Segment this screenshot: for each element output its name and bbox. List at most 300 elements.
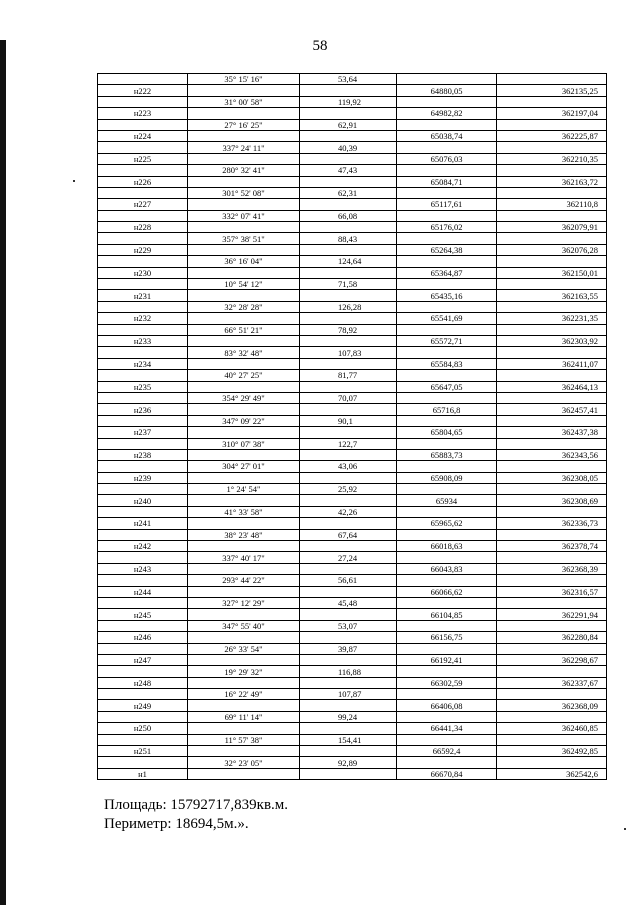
length-cell: 124,64 — [300, 256, 397, 267]
angle-cell — [188, 358, 300, 369]
angle-cell: 301° 52' 08" — [188, 187, 300, 198]
point-cell — [98, 666, 188, 677]
x-coordinate-cell: 66043,83 — [397, 563, 497, 574]
x-coordinate-cell — [397, 506, 497, 517]
length-cell: 99,24 — [300, 711, 397, 722]
x-coordinate-cell: 65965,62 — [397, 518, 497, 529]
angle-cell: 38° 23' 48" — [188, 529, 300, 540]
angle-cell — [188, 723, 300, 734]
table-row — [98, 165, 607, 176]
y-coordinate-cell — [497, 392, 607, 403]
length-cell: 119,92 — [300, 96, 397, 107]
length-cell — [300, 335, 397, 346]
y-coordinate-cell — [497, 279, 607, 290]
angle-cell — [188, 427, 300, 438]
x-coordinate-cell: 66406,08 — [397, 700, 497, 711]
length-cell — [300, 746, 397, 757]
x-coordinate-cell: 65176,02 — [397, 222, 497, 233]
y-coordinate-cell: 362411,07 — [497, 358, 607, 369]
angle-cell — [188, 518, 300, 529]
x-coordinate-cell — [397, 575, 497, 586]
angle-cell: 354° 29' 49" — [188, 392, 300, 403]
area-text: Площадь: 15792717,839кв.м. — [104, 797, 289, 813]
x-coordinate-cell — [397, 119, 497, 130]
angle-cell: 304° 27' 01" — [188, 461, 300, 472]
length-cell — [300, 632, 397, 643]
length-cell — [300, 472, 397, 483]
x-coordinate-cell: 66592,4 — [397, 746, 497, 757]
table-row — [98, 495, 607, 506]
length-cell — [300, 700, 397, 711]
x-coordinate-cell — [397, 734, 497, 745]
length-cell: 40,39 — [300, 142, 397, 153]
table-row — [98, 301, 607, 312]
y-coordinate-cell: 362542,6 — [497, 768, 607, 779]
y-coordinate-cell — [497, 438, 607, 449]
length-cell — [300, 199, 397, 210]
length-cell — [300, 313, 397, 324]
x-coordinate-cell: 65364,87 — [397, 267, 497, 278]
angle-cell — [188, 290, 300, 301]
y-coordinate-cell — [497, 461, 607, 472]
table-row — [98, 586, 607, 597]
x-coordinate-cell: 66018,63 — [397, 541, 497, 552]
table-row — [98, 654, 607, 665]
point-cell: н228 — [98, 222, 188, 233]
x-coordinate-cell — [397, 643, 497, 654]
angle-cell — [188, 244, 300, 255]
length-cell: 62,91 — [300, 119, 397, 130]
length-cell: 122,7 — [300, 438, 397, 449]
x-coordinate-cell: 66104,85 — [397, 609, 497, 620]
table-row — [98, 176, 607, 187]
y-coordinate-cell — [497, 643, 607, 654]
x-coordinate-cell — [397, 711, 497, 722]
angle-cell: 31° 00' 58" — [188, 96, 300, 107]
y-coordinate-cell — [497, 711, 607, 722]
x-coordinate-cell: 65435,16 — [397, 290, 497, 301]
angle-cell: 347° 09' 22" — [188, 415, 300, 426]
length-cell: 45,48 — [300, 597, 397, 608]
y-coordinate-cell: 362291,94 — [497, 609, 607, 620]
point-cell: н241 — [98, 518, 188, 529]
angle-cell — [188, 199, 300, 210]
length-cell: 53,64 — [300, 74, 397, 85]
table-row — [98, 484, 607, 495]
length-cell — [300, 723, 397, 734]
table-row — [98, 358, 607, 369]
point-cell — [98, 506, 188, 517]
x-coordinate-cell — [397, 666, 497, 677]
x-coordinate-cell — [397, 187, 497, 198]
x-coordinate-cell — [397, 142, 497, 153]
angle-cell — [188, 335, 300, 346]
point-cell — [98, 119, 188, 130]
point-cell — [98, 233, 188, 244]
angle-cell: 27° 16' 25" — [188, 119, 300, 130]
x-coordinate-cell: 65076,03 — [397, 153, 497, 164]
point-cell: н224 — [98, 130, 188, 141]
x-coordinate-cell: 64880,05 — [397, 85, 497, 96]
y-coordinate-cell — [497, 575, 607, 586]
angle-cell — [188, 768, 300, 779]
perimeter-text: Периметр: 18694,5м.». — [104, 816, 249, 832]
point-cell: н247 — [98, 654, 188, 665]
angle-cell: 16° 22' 49" — [188, 689, 300, 700]
length-cell: 116,88 — [300, 666, 397, 677]
table-row — [98, 290, 607, 301]
length-cell — [300, 358, 397, 369]
point-cell — [98, 484, 188, 495]
length-cell — [300, 404, 397, 415]
point-cell: н249 — [98, 700, 188, 711]
x-coordinate-cell — [397, 415, 497, 426]
length-cell: 154,41 — [300, 734, 397, 745]
length-cell — [300, 654, 397, 665]
x-coordinate-cell — [397, 438, 497, 449]
angle-cell — [188, 495, 300, 506]
summary-block — [104, 796, 288, 834]
point-cell — [98, 210, 188, 221]
x-coordinate-cell — [397, 620, 497, 631]
length-cell: 92,89 — [300, 757, 397, 768]
x-coordinate-cell — [397, 597, 497, 608]
point-cell — [98, 575, 188, 586]
table-row — [98, 130, 607, 141]
y-coordinate-cell: 362437,38 — [497, 427, 607, 438]
page-number: 58 — [312, 38, 328, 54]
x-coordinate-cell: 65264,38 — [397, 244, 497, 255]
scan-edge-bar — [0, 40, 6, 905]
point-cell: н236 — [98, 404, 188, 415]
table-row — [98, 119, 607, 130]
table-row — [98, 461, 607, 472]
y-coordinate-cell — [497, 165, 607, 176]
table-row — [98, 597, 607, 608]
length-cell — [300, 541, 397, 552]
table-row — [98, 757, 607, 768]
angle-cell — [188, 700, 300, 711]
table-row — [98, 768, 607, 779]
table-row — [98, 153, 607, 164]
angle-cell: 32° 23' 05" — [188, 757, 300, 768]
table-row — [98, 324, 607, 335]
x-coordinate-cell — [397, 301, 497, 312]
point-cell: н230 — [98, 267, 188, 278]
point-cell: н232 — [98, 313, 188, 324]
point-cell: н234 — [98, 358, 188, 369]
y-coordinate-cell — [497, 597, 607, 608]
length-cell: 56,61 — [300, 575, 397, 586]
point-cell: н245 — [98, 609, 188, 620]
table-row — [98, 506, 607, 517]
y-coordinate-cell: 362464,13 — [497, 381, 607, 392]
length-cell — [300, 586, 397, 597]
y-coordinate-cell — [497, 347, 607, 358]
y-coordinate-cell: 362231,35 — [497, 313, 607, 324]
table-row — [98, 210, 607, 221]
angle-cell: 310° 07' 38" — [188, 438, 300, 449]
length-cell: 71,58 — [300, 279, 397, 290]
point-cell — [98, 620, 188, 631]
angle-cell: 11° 57' 38" — [188, 734, 300, 745]
x-coordinate-cell — [397, 757, 497, 768]
point-cell: н235 — [98, 381, 188, 392]
length-cell — [300, 176, 397, 187]
y-coordinate-cell: 362298,67 — [497, 654, 607, 665]
y-coordinate-cell: 362316,57 — [497, 586, 607, 597]
angle-cell: 337° 40' 17" — [188, 552, 300, 563]
point-cell: н242 — [98, 541, 188, 552]
x-coordinate-cell — [397, 370, 497, 381]
table-row — [98, 313, 607, 324]
coordinates-table — [97, 73, 607, 780]
length-cell — [300, 495, 397, 506]
angle-cell: 280° 32' 41" — [188, 165, 300, 176]
point-cell: н248 — [98, 677, 188, 688]
point-cell — [98, 711, 188, 722]
table-row — [98, 700, 607, 711]
point-cell: н226 — [98, 176, 188, 187]
length-cell — [300, 244, 397, 255]
y-coordinate-cell — [497, 119, 607, 130]
x-coordinate-cell — [397, 484, 497, 495]
point-cell: н231 — [98, 290, 188, 301]
x-coordinate-cell: 65084,71 — [397, 176, 497, 187]
table-row — [98, 529, 607, 540]
x-coordinate-cell — [397, 96, 497, 107]
length-cell: 70,07 — [300, 392, 397, 403]
x-coordinate-cell: 65038,74 — [397, 130, 497, 141]
point-cell — [98, 552, 188, 563]
angle-cell: 40° 27' 25" — [188, 370, 300, 381]
length-cell — [300, 563, 397, 574]
y-coordinate-cell — [497, 666, 607, 677]
y-coordinate-cell — [497, 734, 607, 745]
point-cell — [98, 643, 188, 654]
x-coordinate-cell: 66156,75 — [397, 632, 497, 643]
angle-cell — [188, 472, 300, 483]
length-cell: 107,83 — [300, 347, 397, 358]
x-coordinate-cell — [397, 256, 497, 267]
point-cell: н223 — [98, 108, 188, 119]
table-row — [98, 74, 607, 85]
angle-cell — [188, 609, 300, 620]
angle-cell — [188, 586, 300, 597]
table-row — [98, 244, 607, 255]
point-cell — [98, 597, 188, 608]
angle-cell: 332° 07' 41" — [188, 210, 300, 221]
coordinates-table-container — [97, 73, 606, 780]
angle-cell — [188, 677, 300, 688]
angle-cell — [188, 449, 300, 460]
angle-cell: 327° 12' 29" — [188, 597, 300, 608]
x-coordinate-cell: 65908,09 — [397, 472, 497, 483]
angle-cell: 26° 33' 54" — [188, 643, 300, 654]
table-row — [98, 142, 607, 153]
table-row — [98, 552, 607, 563]
y-coordinate-cell — [497, 324, 607, 335]
length-cell: 78,92 — [300, 324, 397, 335]
x-coordinate-cell: 65117,61 — [397, 199, 497, 210]
y-coordinate-cell: 362079,91 — [497, 222, 607, 233]
length-cell — [300, 381, 397, 392]
x-coordinate-cell: 66302,59 — [397, 677, 497, 688]
table-row — [98, 427, 607, 438]
angle-cell: 10° 54' 12" — [188, 279, 300, 290]
y-coordinate-cell: 362225,87 — [497, 130, 607, 141]
table-row — [98, 404, 607, 415]
table-row — [98, 199, 607, 210]
table-row — [98, 256, 607, 267]
angle-cell — [188, 654, 300, 665]
table-row — [98, 620, 607, 631]
y-coordinate-cell — [497, 620, 607, 631]
point-cell: н239 — [98, 472, 188, 483]
x-coordinate-cell — [397, 279, 497, 290]
point-cell — [98, 187, 188, 198]
x-coordinate-cell — [397, 461, 497, 472]
point-cell: н250 — [98, 723, 188, 734]
angle-cell: 1° 24' 54" — [188, 484, 300, 495]
angle-cell — [188, 313, 300, 324]
length-cell: 88,43 — [300, 233, 397, 244]
y-coordinate-cell — [497, 142, 607, 153]
y-coordinate-cell — [497, 233, 607, 244]
table-row — [98, 222, 607, 233]
angle-cell: 293° 44' 22" — [188, 575, 300, 586]
point-cell: н246 — [98, 632, 188, 643]
y-coordinate-cell — [497, 370, 607, 381]
length-cell — [300, 449, 397, 460]
length-cell: 25,92 — [300, 484, 397, 495]
y-coordinate-cell: 362280,84 — [497, 632, 607, 643]
x-coordinate-cell — [397, 324, 497, 335]
point-cell: н225 — [98, 153, 188, 164]
y-coordinate-cell — [497, 74, 607, 85]
x-coordinate-cell: 66192,41 — [397, 654, 497, 665]
point-cell: н238 — [98, 449, 188, 460]
length-cell: 53,07 — [300, 620, 397, 631]
y-coordinate-cell: 362343,56 — [497, 449, 607, 460]
x-coordinate-cell — [397, 552, 497, 563]
length-cell: 43,06 — [300, 461, 397, 472]
angle-cell — [188, 130, 300, 141]
x-coordinate-cell — [397, 529, 497, 540]
point-cell — [98, 689, 188, 700]
point-cell — [98, 757, 188, 768]
x-coordinate-cell — [397, 165, 497, 176]
angle-cell: 357° 38' 51" — [188, 233, 300, 244]
table-row — [98, 472, 607, 483]
length-cell: 27,24 — [300, 552, 397, 563]
point-cell — [98, 256, 188, 267]
y-coordinate-cell: 362303,92 — [497, 335, 607, 346]
y-coordinate-cell: 362210,35 — [497, 153, 607, 164]
length-cell — [300, 130, 397, 141]
angle-cell: 41° 33' 58" — [188, 506, 300, 517]
y-coordinate-cell — [497, 187, 607, 198]
angle-cell: 69° 11' 14" — [188, 711, 300, 722]
length-cell: 47,43 — [300, 165, 397, 176]
length-cell: 39,87 — [300, 643, 397, 654]
point-cell — [98, 438, 188, 449]
y-coordinate-cell: 362308,05 — [497, 472, 607, 483]
x-coordinate-cell: 66066,62 — [397, 586, 497, 597]
y-coordinate-cell: 362460,85 — [497, 723, 607, 734]
angle-cell — [188, 632, 300, 643]
length-cell — [300, 290, 397, 301]
y-coordinate-cell — [497, 256, 607, 267]
angle-cell: 66° 51' 21" — [188, 324, 300, 335]
length-cell: 66,08 — [300, 210, 397, 221]
point-cell — [98, 392, 188, 403]
length-cell — [300, 85, 397, 96]
angle-cell — [188, 108, 300, 119]
table-row — [98, 711, 607, 722]
point-cell — [98, 74, 188, 85]
point-cell — [98, 529, 188, 540]
x-coordinate-cell — [397, 689, 497, 700]
table-row — [98, 734, 607, 745]
point-cell: н233 — [98, 335, 188, 346]
x-coordinate-cell: 64982,82 — [397, 108, 497, 119]
y-coordinate-cell — [497, 484, 607, 495]
y-coordinate-cell: 362368,39 — [497, 563, 607, 574]
x-coordinate-cell — [397, 233, 497, 244]
table-row — [98, 518, 607, 529]
point-cell — [98, 96, 188, 107]
point-cell — [98, 734, 188, 745]
y-coordinate-cell: 362337,67 — [497, 677, 607, 688]
angle-cell — [188, 222, 300, 233]
angle-cell — [188, 153, 300, 164]
angle-cell — [188, 746, 300, 757]
angle-cell: 19° 29' 32" — [188, 666, 300, 677]
table-row — [98, 392, 607, 403]
length-cell: 81,77 — [300, 370, 397, 381]
table-row — [98, 689, 607, 700]
point-cell: н251 — [98, 746, 188, 757]
length-cell — [300, 518, 397, 529]
length-cell — [300, 153, 397, 164]
y-coordinate-cell: 362492,85 — [497, 746, 607, 757]
x-coordinate-cell: 65584,83 — [397, 358, 497, 369]
x-coordinate-cell: 65716,8 — [397, 404, 497, 415]
angle-cell — [188, 381, 300, 392]
x-coordinate-cell: 65541,69 — [397, 313, 497, 324]
table-row — [98, 541, 607, 552]
angle-cell: 36° 16' 04" — [188, 256, 300, 267]
table-row — [98, 370, 607, 381]
length-cell: 67,64 — [300, 529, 397, 540]
y-coordinate-cell — [497, 757, 607, 768]
y-coordinate-cell — [497, 301, 607, 312]
x-coordinate-cell — [397, 74, 497, 85]
length-cell: 126,28 — [300, 301, 397, 312]
y-coordinate-cell: 362457,41 — [497, 404, 607, 415]
table-row — [98, 449, 607, 460]
x-coordinate-cell: 65647,05 — [397, 381, 497, 392]
point-cell: н240 — [98, 495, 188, 506]
x-coordinate-cell — [397, 392, 497, 403]
y-coordinate-cell: 362163,55 — [497, 290, 607, 301]
y-coordinate-cell — [497, 689, 607, 700]
angle-cell — [188, 267, 300, 278]
y-coordinate-cell: 362150,01 — [497, 267, 607, 278]
coordinates-table-body — [98, 74, 607, 780]
point-cell: н237 — [98, 427, 188, 438]
